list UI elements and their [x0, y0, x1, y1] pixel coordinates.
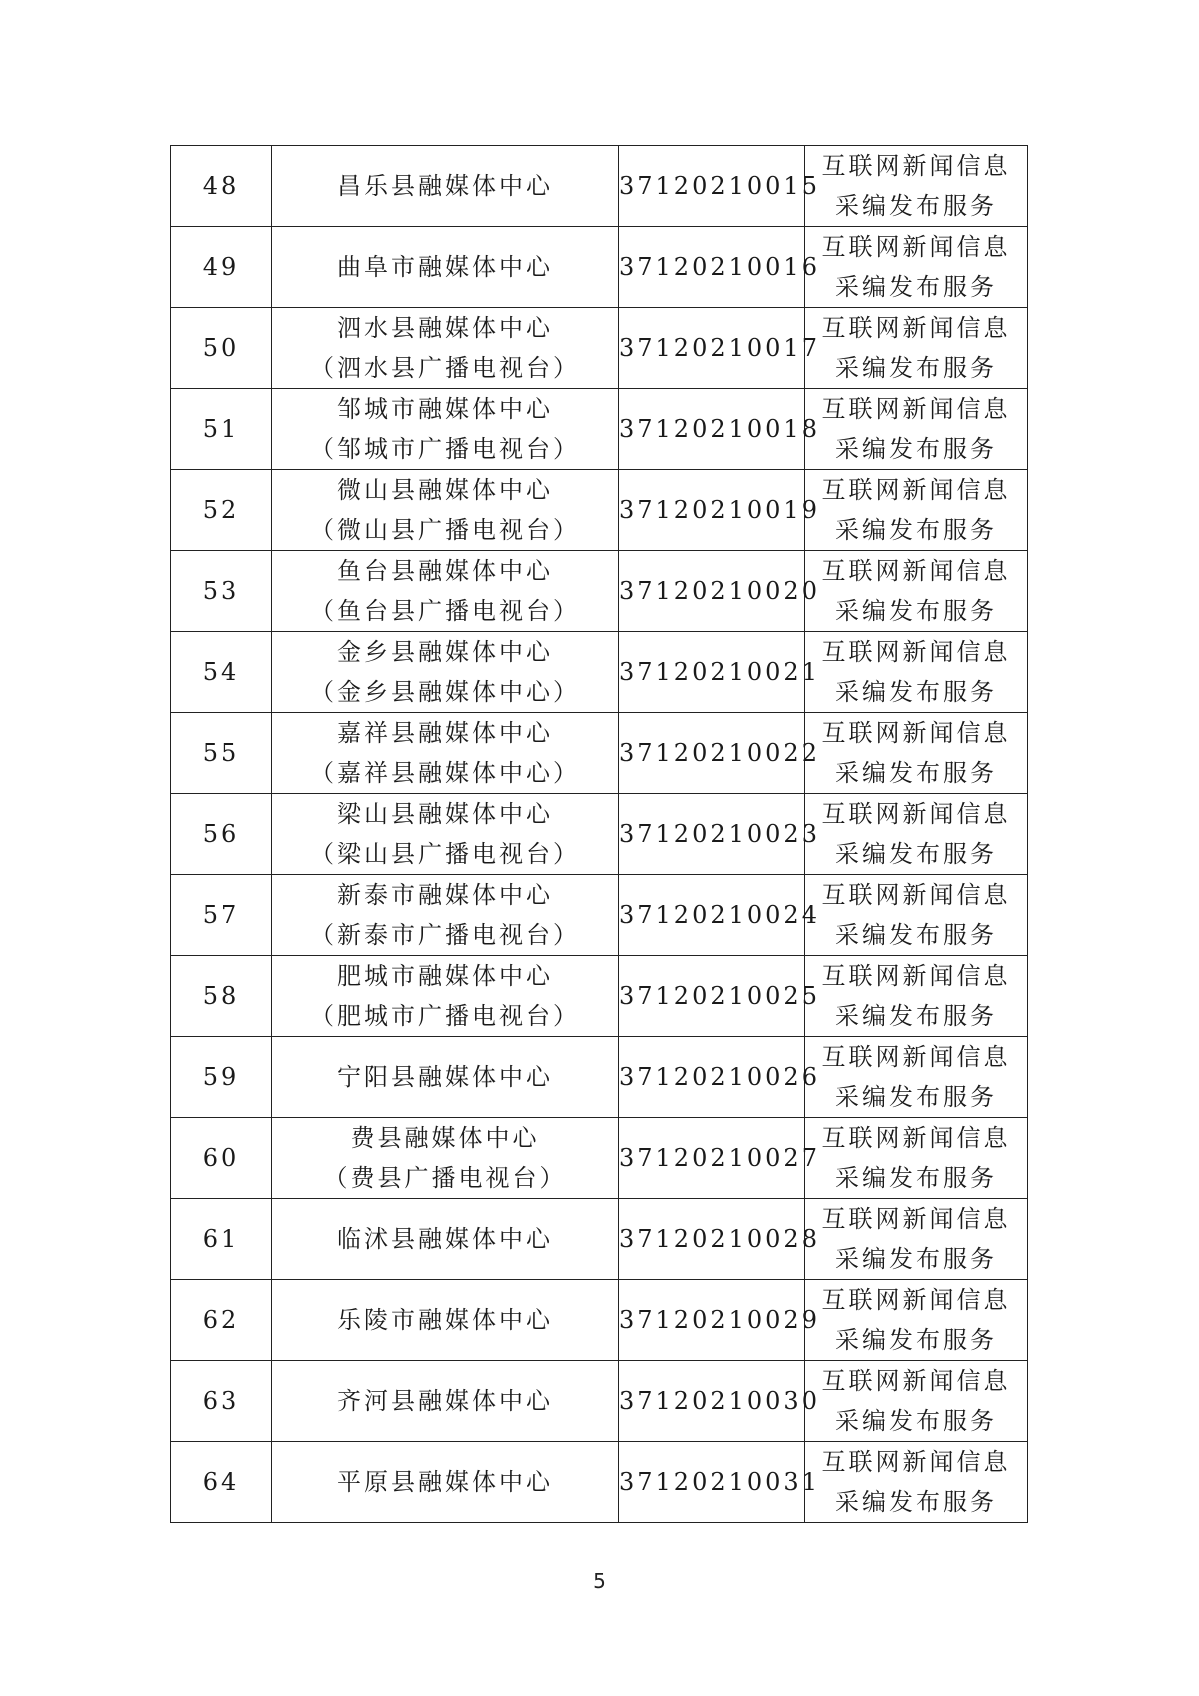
service-type-cell: [805, 713, 1028, 794]
table-row: [171, 146, 1028, 227]
organization-alt-name: （嘉祥县融媒体中心）: [310, 759, 580, 787]
organization-name-cell: [272, 956, 619, 1037]
service-type-line-2: 采编发布服务: [835, 1407, 997, 1435]
service-type-cell: [805, 875, 1028, 956]
service-type-line-1: 互联网新闻信息: [821, 1367, 1011, 1395]
license-code-cell: 37120210023: [619, 794, 805, 875]
organization-name: 乐陵市融媒体中心: [337, 1306, 553, 1334]
service-type-cell: [805, 794, 1028, 875]
license-code-cell: 37120210027: [619, 1118, 805, 1199]
service-type-cell: [805, 470, 1028, 551]
license-code-cell: 37120210024: [619, 875, 805, 956]
organization-name-cell: [272, 227, 619, 308]
organization-alt-name: （新泰市广播电视台）: [310, 921, 580, 949]
service-type-line-1: 互联网新闻信息: [821, 233, 1011, 261]
table-row: [171, 1118, 1028, 1199]
service-type-line-1: 互联网新闻信息: [821, 557, 1011, 585]
service-type-line-2: 采编发布服务: [835, 1488, 997, 1516]
service-type-line-2: 采编发布服务: [835, 921, 997, 949]
organization-name: 宁阳县融媒体中心: [337, 1063, 553, 1091]
service-type-line-1: 互联网新闻信息: [821, 962, 1011, 990]
registry-table-body: [171, 146, 1028, 1523]
organization-name-cell: [272, 551, 619, 632]
organization-name-cell: [272, 632, 619, 713]
organization-name-cell: [272, 1037, 619, 1118]
service-type-line-1: 互联网新闻信息: [821, 152, 1011, 180]
service-type-line-2: 采编发布服务: [835, 597, 997, 625]
organization-alt-name: （鱼台县广播电视台）: [310, 597, 580, 625]
license-code-cell: 37120210016: [619, 227, 805, 308]
service-type-line-1: 互联网新闻信息: [821, 1205, 1011, 1233]
row-number-cell: 58: [171, 956, 272, 1037]
license-code-cell: 37120210028: [619, 1199, 805, 1280]
table-row: [171, 794, 1028, 875]
service-type-cell: [805, 956, 1028, 1037]
organization-name: 昌乐县融媒体中心: [337, 172, 553, 200]
table-row: [171, 470, 1028, 551]
row-number-cell: 48: [171, 146, 272, 227]
service-type-line-2: 采编发布服务: [835, 516, 997, 544]
row-number-cell: 53: [171, 551, 272, 632]
service-type-line-1: 互联网新闻信息: [821, 800, 1011, 828]
organization-name: 泗水县融媒体中心: [337, 314, 553, 342]
row-number-cell: 49: [171, 227, 272, 308]
service-type-line-2: 采编发布服务: [835, 1164, 997, 1192]
service-type-line-1: 互联网新闻信息: [821, 1043, 1011, 1071]
organization-alt-name: （邹城市广播电视台）: [310, 435, 580, 463]
organization-name-cell: [272, 713, 619, 794]
service-type-line-2: 采编发布服务: [835, 678, 997, 706]
license-code-cell: 37120210018: [619, 389, 805, 470]
row-number-cell: 50: [171, 308, 272, 389]
license-code-cell: 37120210029: [619, 1280, 805, 1361]
organization-name: 嘉祥县融媒体中心: [337, 719, 553, 747]
organization-name: 金乡县融媒体中心: [337, 638, 553, 666]
table-row: [171, 1361, 1028, 1442]
service-type-cell: [805, 308, 1028, 389]
service-type-line-2: 采编发布服务: [835, 1326, 997, 1354]
organization-name-cell: [272, 1442, 619, 1523]
license-code-cell: 37120210019: [619, 470, 805, 551]
organization-name-cell: [272, 875, 619, 956]
organization-alt-name: （微山县广播电视台）: [310, 516, 580, 544]
service-type-cell: [805, 1037, 1028, 1118]
table-row: [171, 227, 1028, 308]
table-row: [171, 875, 1028, 956]
service-type-cell: [805, 632, 1028, 713]
license-code-cell: 37120210031: [619, 1442, 805, 1523]
row-number-cell: 57: [171, 875, 272, 956]
organization-name: 梁山县融媒体中心: [337, 800, 553, 828]
row-number-cell: 59: [171, 1037, 272, 1118]
service-type-line-1: 互联网新闻信息: [821, 476, 1011, 504]
license-code-cell: 37120210022: [619, 713, 805, 794]
service-type-line-2: 采编发布服务: [835, 435, 997, 463]
organization-name-cell: [272, 1118, 619, 1199]
row-number-cell: 56: [171, 794, 272, 875]
service-type-cell: [805, 227, 1028, 308]
license-code-cell: 37120210020: [619, 551, 805, 632]
organization-name: 邹城市融媒体中心: [337, 395, 553, 423]
service-type-line-1: 互联网新闻信息: [821, 638, 1011, 666]
service-type-line-1: 互联网新闻信息: [821, 395, 1011, 423]
organization-alt-name: （费县广播电视台）: [323, 1164, 567, 1192]
service-type-cell: [805, 1118, 1028, 1199]
service-type-cell: [805, 389, 1028, 470]
table-row: [171, 713, 1028, 794]
service-type-cell: [805, 1280, 1028, 1361]
license-code-cell: 37120210021: [619, 632, 805, 713]
organization-name-cell: [272, 146, 619, 227]
organization-alt-name: （梁山县广播电视台）: [310, 840, 580, 868]
organization-name-cell: [272, 308, 619, 389]
service-type-line-2: 采编发布服务: [835, 1083, 997, 1111]
organization-name-cell: [272, 1199, 619, 1280]
service-type-cell: [805, 1361, 1028, 1442]
table-row: [171, 632, 1028, 713]
organization-name-cell: [272, 1361, 619, 1442]
service-type-line-1: 互联网新闻信息: [821, 1124, 1011, 1152]
row-number-cell: 60: [171, 1118, 272, 1199]
organization-name-cell: [272, 470, 619, 551]
organization-name-cell: [272, 389, 619, 470]
service-type-line-2: 采编发布服务: [835, 354, 997, 382]
service-type-cell: [805, 551, 1028, 632]
service-type-line-1: 互联网新闻信息: [821, 1286, 1011, 1314]
row-number-cell: 62: [171, 1280, 272, 1361]
row-number-cell: 51: [171, 389, 272, 470]
service-type-cell: [805, 1442, 1028, 1523]
table-row: [171, 308, 1028, 389]
organization-alt-name: （泗水县广播电视台）: [310, 354, 580, 382]
table-row: [171, 389, 1028, 470]
service-type-line-2: 采编发布服务: [835, 273, 997, 301]
organization-name: 平原县融媒体中心: [337, 1468, 553, 1496]
row-number-cell: 55: [171, 713, 272, 794]
table-row: [171, 1199, 1028, 1280]
organization-name-cell: [272, 794, 619, 875]
license-code-cell: 37120210017: [619, 308, 805, 389]
organization-name: 齐河县融媒体中心: [337, 1387, 553, 1415]
service-type-line-1: 互联网新闻信息: [821, 881, 1011, 909]
row-number-cell: 64: [171, 1442, 272, 1523]
service-type-line-1: 互联网新闻信息: [821, 719, 1011, 747]
row-number-cell: 61: [171, 1199, 272, 1280]
service-type-line-2: 采编发布服务: [835, 1245, 997, 1273]
row-number-cell: 63: [171, 1361, 272, 1442]
organization-name: 临沭县融媒体中心: [337, 1225, 553, 1253]
organization-name-cell: [272, 1280, 619, 1361]
organization-name: 微山县融媒体中心: [337, 476, 553, 504]
row-number-cell: 54: [171, 632, 272, 713]
row-number-cell: 52: [171, 470, 272, 551]
organization-name: 鱼台县融媒体中心: [337, 557, 553, 585]
service-type-line-2: 采编发布服务: [835, 192, 997, 220]
table-row: [171, 1442, 1028, 1523]
service-type-cell: [805, 146, 1028, 227]
license-code-cell: 37120210030: [619, 1361, 805, 1442]
license-code-cell: 37120210026: [619, 1037, 805, 1118]
organization-alt-name: （金乡县融媒体中心）: [310, 678, 580, 706]
service-type-cell: [805, 1199, 1028, 1280]
table-row: [171, 551, 1028, 632]
organization-alt-name: （肥城市广播电视台）: [310, 1002, 580, 1030]
page-number: 5: [593, 1569, 606, 1593]
license-code-cell: 37120210015: [619, 146, 805, 227]
organization-name: 曲阜市融媒体中心: [337, 253, 553, 281]
service-type-line-1: 互联网新闻信息: [821, 1448, 1011, 1476]
organization-name: 费县融媒体中心: [350, 1124, 540, 1152]
service-type-line-1: 互联网新闻信息: [821, 314, 1011, 342]
table-row: [171, 1280, 1028, 1361]
service-type-line-2: 采编发布服务: [835, 840, 997, 868]
table-row: [171, 1037, 1028, 1118]
organization-name: 新泰市融媒体中心: [337, 881, 553, 909]
service-type-line-2: 采编发布服务: [835, 1002, 997, 1030]
license-code-cell: 37120210025: [619, 956, 805, 1037]
organization-name: 肥城市融媒体中心: [337, 962, 553, 990]
registry-table: [170, 145, 1028, 1523]
service-type-line-2: 采编发布服务: [835, 759, 997, 787]
table-row: [171, 956, 1028, 1037]
